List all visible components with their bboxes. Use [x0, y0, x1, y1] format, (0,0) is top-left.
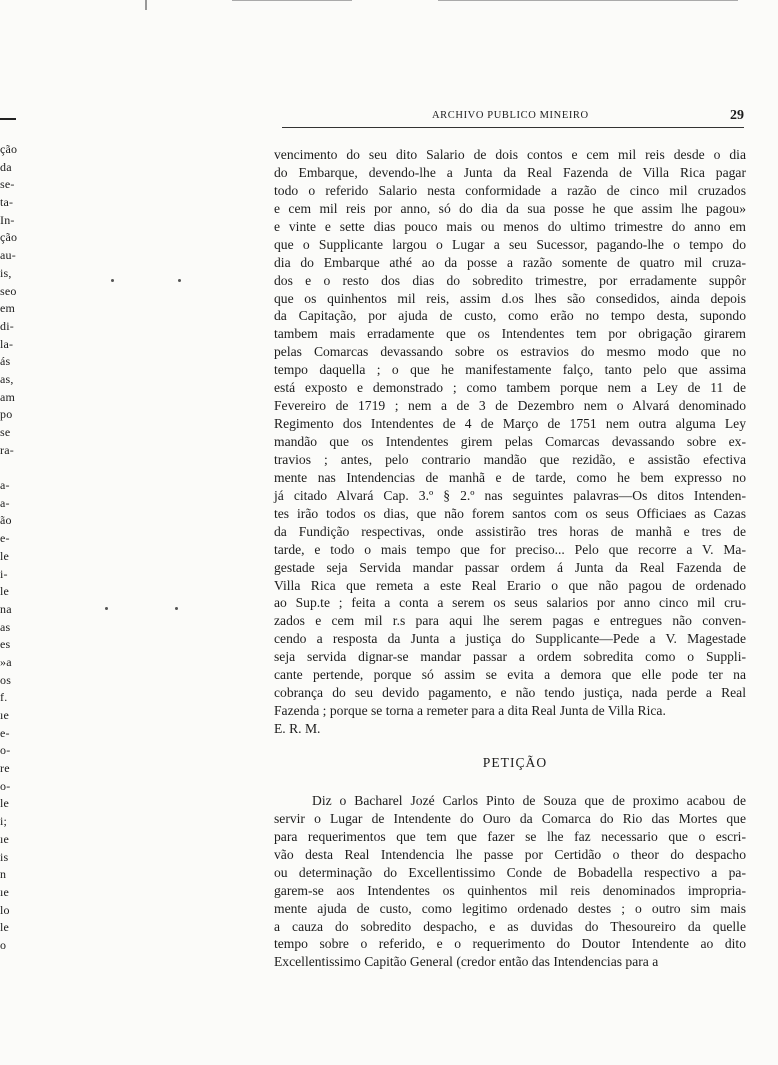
facing-page-fragment: da: [0, 159, 12, 174]
scan-artifact-rule: [232, 0, 352, 1]
text-line: servir o Lugar de Intendente do Ouro da Comarca do Rio das Mortes que: [274, 810, 746, 826]
facing-page-fragment: e-: [0, 725, 10, 740]
facing-page-fragment: n: [0, 867, 7, 882]
facing-page-fragment: o-: [0, 743, 11, 758]
text-line: gestade seja Servida mandar passar ordem á Junta da Real Fazenda de: [274, 559, 746, 575]
facing-page-fragment: le: [0, 796, 10, 811]
text-line: para requerimentos que tem que fazer se lhe faz necessario que o escri-: [274, 828, 746, 844]
text-line: pelas Comarcas devassando sobre os estravios do mesmo modo que no: [274, 344, 746, 360]
facing-page-fragment: ıe: [0, 831, 10, 846]
facing-page-fragment: as,: [0, 371, 14, 386]
scan-artifact-rule: [438, 0, 738, 1]
facing-page-fragment: a-: [0, 495, 10, 510]
text-line: zados e cem mil r.s para aqui lhe serem pagas e entregues não conven-: [274, 613, 746, 629]
text-line: da Capitação, por ajuda de custo, como erão no tempo desta, supondo: [274, 308, 746, 324]
facing-page-fragment: se-: [0, 177, 15, 192]
facing-page-fragment: is,: [0, 265, 12, 280]
text-line: Fazenda ; porque se torna a remeter para a dita Real Junta de Villa Rica.: [274, 703, 666, 719]
text-line: cobrança do seu devido pagamento, e não tendo justiça, nada perde a Real: [274, 685, 746, 701]
facing-page-fragment: le: [0, 548, 10, 563]
facing-page-fragment: em: [0, 301, 16, 316]
text-line: mente nas Intendencias de manhã e de tarde, como he bem expresso no: [274, 469, 746, 485]
facing-page-fragment: »a: [0, 654, 12, 669]
petition-paragraph: [274, 792, 746, 971]
facing-page-fragment: ıe: [0, 708, 10, 722]
text-line: mente ajuda de custo, como legitimo ordenado destes ; o outro sim mais: [274, 900, 746, 916]
running-title: ARCHIVO PUBLICO MINEIRO: [432, 110, 589, 121]
facing-page-fragment: ra-: [0, 442, 14, 457]
facing-page-fragment: re: [0, 761, 10, 776]
text-line: da Fundição respectivas, onde assistirão tres horas de manhã e tres de: [274, 523, 746, 539]
facing-page-fragment: au-: [0, 248, 16, 263]
facing-page-fragment: i-: [0, 566, 8, 581]
facing-page-fragment: ıe: [0, 884, 10, 899]
text-line: garem-se aos Intendentes os quinhentos mil reis denominados impropria-: [274, 882, 746, 898]
facing-page-fragment: e-: [0, 531, 10, 546]
text-line: Diz o Bacharel Jozé Carlos Pinto de Souza que de proximo acabou de: [312, 792, 746, 808]
text-line: a cauza do sobredito despacho, e as duvidas do Thesoureiro da quelle: [274, 918, 746, 934]
facing-page-fragment: a-: [0, 478, 10, 493]
facing-page-fragment: po: [0, 407, 13, 422]
scan-speck: [178, 279, 181, 282]
text-line: seja servida dignar-se mandar passar a ordem sobredita como o Suppli-: [274, 649, 746, 665]
scan-speck: [111, 279, 114, 282]
scan-speck: [175, 607, 178, 610]
facing-page-fragment: as: [0, 619, 11, 634]
text-line: Villa Rica que remeta a este Real Erario o que não pagou de ordenado: [274, 577, 746, 593]
facing-page-fragment: am: [0, 389, 16, 404]
text-line: Excellentissimo Capitão General (credor então das Intendencias para a: [274, 954, 659, 970]
body-paragraph: [274, 146, 746, 720]
text-line: todo o referido Salario nesta conformidade a razão de cinco mil cruzados: [274, 182, 746, 198]
text-line: está exposto e demonstrado ; como tambem porque nem a Ley de 11 de: [274, 380, 746, 396]
scan-artifact-mark: [145, 0, 147, 10]
text-line: Regimento dos Intendentes de 4 de Março de 1751 nem outra alguma Ley: [274, 416, 746, 432]
text-line: cante pertende, porque só assim se evita a demora que elle pode ter na: [274, 667, 746, 683]
facing-page-text: [0, 141, 22, 955]
text-line: do Embarque, devendo-lhe a Junta da Real Fazenda de Villa Rica pagar: [274, 164, 746, 180]
text-line: cendo a resposta da Junta a justiça do Supplicante—Pede a V. Magestade: [274, 631, 746, 647]
facing-page-edge: [0, 118, 22, 955]
text-line: tempo sobre o referido, e o requerimento do Doutor Intendente ao dito: [274, 936, 746, 952]
text-line: travios ; antes, pelo contrario mandão que rezidão, e assistão efectiva: [274, 451, 746, 467]
facing-page-fragment: le: [0, 584, 10, 599]
text-line: e cem mil reis por anno, só do dia da sua posse he que assim lhe pagou»: [274, 200, 746, 216]
text-line: Fevereiro de 1719 ; nem a de 3 de Dezembro nem o Alvará denominado: [274, 398, 746, 414]
facing-page-rule: [0, 118, 16, 120]
text-line: tempo daquella ; o que he manifestamente falço, tanto pelo que assima: [274, 362, 746, 378]
facing-page-fragment: ção: [0, 142, 18, 156]
facing-page-fragment: le: [0, 920, 10, 935]
facing-page-fragment: na: [0, 601, 12, 616]
scan-speck: [105, 607, 108, 610]
page-number: 29: [730, 108, 744, 123]
facing-page-fragment: o-: [0, 778, 11, 793]
text-line: já citado Alvará Cap. 3.º § 2.º nas seguintes palavras—Os ditos Intenden-: [274, 487, 746, 503]
facing-page-fragment: i;: [0, 814, 8, 829]
facing-page-fragment: is: [0, 849, 9, 864]
facing-page-fragment: f.: [0, 690, 8, 705]
text-line: mandão que os Intendentes girem pelas Comarcas devassando sobre ex-: [274, 434, 746, 449]
facing-page-fragment: la-: [0, 336, 14, 351]
facing-page-fragment: os: [0, 672, 12, 687]
facing-page-fragment: In-: [0, 212, 15, 227]
facing-page-fragment: se: [0, 425, 11, 439]
text-line: que os quinhentos mil reis, assim d.os lhes são consedidos, ainda depois: [274, 290, 746, 306]
text-line: e vinte e sette dias pouco mais ou menos do ultimo trimestre do anno em: [274, 218, 746, 234]
text-line: dia do Embarque athé ao da posse a razão somente de quatro mil cruza-: [274, 254, 746, 270]
text-line: que o Supplicante largou o Lugar a seu Sucessor, pagando-lhe o tempo do: [274, 236, 746, 252]
text-line: ao Sup.te ; feita a conta a serem os seus salarios por anno cinco mil cru-: [274, 595, 746, 611]
facing-page-fragment: es: [0, 637, 11, 652]
facing-page-fragment: ás: [0, 354, 11, 369]
facing-page-fragment: seo: [0, 283, 17, 298]
facing-page-fragment: lo: [0, 902, 10, 917]
text-line: vão desta Real Intendencia lhe passe por Certidão o theor do despacho: [274, 846, 746, 862]
facing-page-fragment: ção: [0, 230, 18, 245]
facing-page-fragment: ão: [0, 513, 12, 528]
text-line: tarde, e todo o mais tempo que for preciso... Pelo que recorre a V. Ma-: [274, 541, 746, 557]
text-line: tambem mais erradamente que os Intendentes tem por obrigação girarem: [274, 326, 746, 342]
facing-page-fragment: o: [0, 937, 7, 952]
text-line: ou determinação do Excellentissimo Conde de Bobadella respectivo a pa-: [274, 864, 746, 880]
header-rule: [282, 127, 744, 128]
text-line: dos e o resto dos dias do sobredito trimestre, por erradamente suppôr: [274, 272, 746, 288]
text-line: vencimento do seu dito Salario de dois contos e cem mil reis desde o dia: [274, 147, 746, 162]
facing-page-fragment: [0, 459, 22, 477]
facing-page-fragment: ta-: [0, 195, 14, 210]
text-line: tes irão todos os dias, que não forem santos com os seus Officiaes as Cazas: [274, 505, 746, 521]
facing-page-fragment: di-: [0, 318, 14, 333]
page-body: [274, 146, 746, 971]
section-heading: PETIÇÃO: [482, 754, 548, 770]
signature: E. R. M.: [274, 721, 321, 736]
running-head: [282, 108, 744, 126]
